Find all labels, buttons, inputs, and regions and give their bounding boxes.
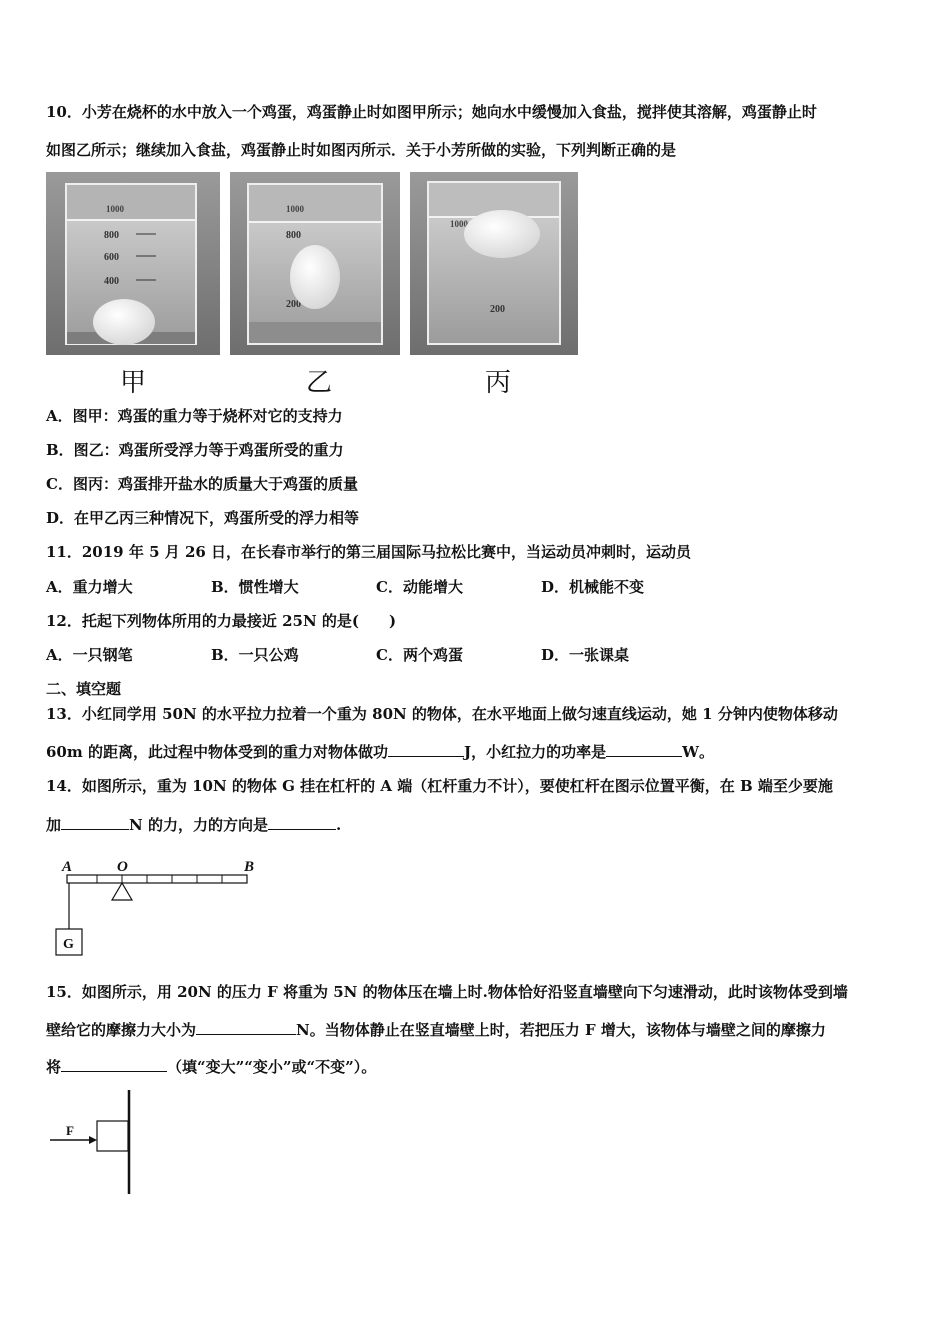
q14-line2	[46, 815, 341, 835]
beaker-mark: 800	[286, 230, 301, 241]
q13-blank-power[interactable]	[606, 742, 682, 757]
q11-option-a: A．重力增大	[46, 578, 133, 596]
egg-bottom	[93, 299, 155, 345]
q12-option-d: D．一张课桌	[541, 646, 630, 664]
beaker-photo-jia	[46, 172, 220, 355]
q12-options	[46, 645, 629, 665]
q12-stem: 12．托起下列物体所用的力最接近 25N 的是( )	[46, 612, 397, 630]
caption-yi: 乙	[306, 368, 333, 398]
q11-option-b: B．惯性增大	[211, 578, 299, 596]
q11-stem: 11．2019 年 5 月 26 日，在长春市举行的第三届国际马拉松比赛中，当运动员冲刺时，运动员	[46, 543, 692, 561]
section-title-fill-in: 二、填空题	[46, 680, 122, 698]
q11-option-c: C．动能增大	[376, 578, 463, 596]
label-o: O	[117, 859, 128, 875]
q14-text-c: .	[335, 816, 342, 834]
lever-diagram	[48, 855, 268, 965]
q10-stem-line1: 10．小芳在烧杯的水中放入一个鸡蛋，鸡蛋静止时如图甲所示；她向水中缓慢加入食盐，搅拌使其溶解，鸡蛋静止时	[46, 103, 817, 121]
q12-option-c: C．两个鸡蛋	[376, 646, 463, 664]
egg-middle	[290, 245, 340, 309]
q13-text-b: J，小红拉力的功率是	[463, 743, 607, 761]
q15-blank-friction[interactable]	[196, 1020, 296, 1035]
q10-stem-line2: 如图乙所示；继续加入食盐，鸡蛋静止时如图丙所示．关于小芳所做的实验，下列判断正确的是	[46, 141, 677, 159]
beaker-mark: 1000	[106, 204, 124, 214]
q13-text-c: W。	[682, 743, 714, 761]
wall-force-diagram	[48, 1088, 148, 1198]
lever-bar	[67, 875, 247, 883]
block	[97, 1121, 128, 1151]
q12-option-a: A．一只钢笔	[46, 646, 133, 664]
q10-option-d: D．在甲乙丙三种情况下，鸡蛋所受的浮力相等	[46, 509, 360, 527]
beaker-photos-figure	[46, 172, 578, 355]
beaker-mark: 1000	[450, 219, 468, 229]
beaker-mark: 400	[104, 276, 119, 287]
q10-option-b: B．图乙：鸡蛋所受浮力等于鸡蛋所受的重力	[46, 441, 344, 459]
q13-line1: 13．小红同学用 50N 的水平拉力拉着一个重为 80N 的物体，在水平地面上做匀速直线运动，她 1 分钟内使物体移动	[46, 705, 838, 723]
q13-text-a: 60m 的距离，此过程中物体受到的重力对物体做功	[46, 743, 388, 761]
q14-line1: 14．如图所示，重为 10N 的物体 G 挂在杠杆的 A 端（杠杆重力不计），要使杠杆在图示位置平衡，在 B 端至少要施	[46, 777, 833, 795]
q14-text-b: N 的力，力的方向是	[129, 816, 268, 834]
q10-option-c: C．图丙：鸡蛋排开盐水的质量大于鸡蛋的质量	[46, 475, 358, 493]
q15-text-c: 将	[46, 1058, 62, 1076]
label-b: B	[244, 859, 255, 875]
beaker-mark: 600	[104, 252, 119, 263]
beaker-mark: 800	[104, 230, 119, 241]
q10-option-a: A．图甲：鸡蛋的重力等于烧杯对它的支持力	[46, 407, 343, 425]
caption-bing: 丙	[485, 368, 512, 398]
egg-floating	[464, 210, 540, 258]
q14-blank-force[interactable]	[61, 815, 129, 830]
q11-options	[46, 577, 644, 597]
q15-line3	[46, 1057, 376, 1077]
arrow-head-icon	[89, 1136, 97, 1144]
q15-text-b: N。当物体静止在竖直墙壁上时，若把压力 F 增大，该物体与墙壁之间的摩擦力	[296, 1021, 826, 1039]
beaker-mark: 200	[490, 304, 505, 315]
beaker-photo-bing	[410, 172, 578, 355]
q15-blank-change[interactable]	[61, 1057, 167, 1072]
q15-text-d: （填“变大”“变小”或“不变”）。	[167, 1058, 377, 1076]
caption-jia: 甲	[120, 368, 147, 398]
label-f: F	[66, 1123, 74, 1138]
q15-line1: 15．如图所示，用 20N 的压力 F 将重为 5N 的物体压在墙上时.物体恰好沿竖直墙壁向下匀速滑动，此时该物体受到墙	[46, 983, 848, 1001]
q15-line2	[46, 1020, 826, 1040]
q14-blank-direction[interactable]	[268, 815, 336, 830]
beaker-mark: 1000	[286, 204, 304, 214]
label-g: G	[63, 937, 74, 952]
q14-text-a: 加	[46, 816, 62, 834]
beaker-mark: 200	[286, 299, 301, 310]
q13-line2	[46, 742, 714, 762]
label-a: A	[62, 859, 73, 875]
q11-option-d: D．机械能不变	[541, 578, 645, 596]
beaker-photo-yi	[230, 172, 400, 355]
fulcrum	[112, 883, 132, 900]
q15-text-a: 壁给它的摩擦力大小为	[46, 1021, 197, 1039]
q13-blank-work[interactable]	[388, 742, 464, 757]
q12-option-b: B．一只公鸡	[211, 646, 299, 664]
